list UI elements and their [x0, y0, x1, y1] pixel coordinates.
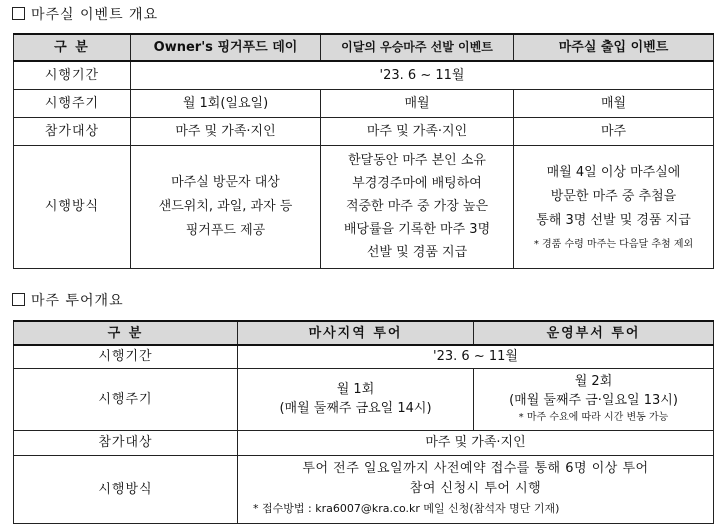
- cycle-note: * 마주 수요에 따라 시간 변동 가능: [518, 412, 669, 423]
- method-line: 방문한 마주 중 추첨을: [550, 188, 677, 204]
- event-overview-table: [13, 33, 714, 269]
- method-line: 마주실 방문자 대상: [171, 174, 280, 190]
- method-finger-food: [131, 145, 321, 268]
- row-label-target: 참가대상: [14, 117, 131, 145]
- row-label-cycle: 시행주기: [14, 368, 238, 430]
- cycle-line: (매월 둘째주 금요일 14시): [279, 401, 432, 416]
- header-finger-food-day: Owner's 핑거푸드 데이: [131, 34, 321, 61]
- method-winner-owner: [321, 145, 514, 268]
- row-label-period: 시행기간: [14, 345, 238, 368]
- cycle-massage-tour: [238, 368, 474, 430]
- header-massage-tour: 마사지역 투어: [238, 321, 474, 345]
- tour-overview-table: [13, 320, 714, 524]
- table-row: [14, 117, 714, 145]
- row-label-method: 시행방식: [14, 145, 131, 268]
- cycle-line: 월 1회: [336, 382, 375, 397]
- cycle-line: (매월 둘째주 금·일요일 13시): [509, 393, 678, 408]
- target-finger-food: 마주 및 가족·지인: [131, 117, 321, 145]
- table-row: [14, 368, 714, 430]
- method-entry: [514, 145, 714, 268]
- cycle-operations-tour: [474, 368, 714, 430]
- period-value: '23. 6 ~ 11월: [131, 61, 714, 89]
- header-category: 구 분: [14, 34, 131, 61]
- method-line: 선발 및 경품 지급: [366, 245, 468, 260]
- target-value: 마주 및 가족·지인: [238, 430, 714, 455]
- header-operations-tour: 운영부서 투어: [474, 321, 714, 345]
- method-line: 핑거푸드 제공: [185, 222, 266, 238]
- row-label-cycle: 시행주기: [14, 89, 131, 117]
- cycle-winner-owner: 매월: [321, 89, 514, 117]
- table-row: [14, 455, 714, 523]
- checkbox-square-icon: [12, 293, 25, 306]
- row-label-target: 참가대상: [14, 430, 238, 455]
- cycle-finger-food: 월 1회(일요일): [131, 89, 321, 117]
- table-row: [14, 145, 714, 268]
- section-title-event: [12, 4, 158, 24]
- table-row: [14, 430, 714, 455]
- cycle-line: 월 2회: [574, 374, 613, 389]
- section-title-tour: [12, 290, 124, 310]
- method-line: 부경경주마에 배팅하여: [352, 176, 482, 191]
- method-line: 매월 4일 이상 마주실에: [546, 164, 681, 180]
- method-line: 배당률을 기록한 마주 3명: [343, 222, 491, 237]
- target-winner-owner: 마주 및 가족·지인: [321, 117, 514, 145]
- method-line: 샌드위치, 과일, 과자 등: [158, 198, 293, 214]
- period-value: '23. 6 ~ 11월: [238, 345, 714, 368]
- method-line: 적중한 마주 중 가장 높은: [345, 199, 489, 214]
- table-row: [14, 345, 714, 368]
- method-line: 참여 신청시 투어 시행: [409, 481, 542, 496]
- table-header-row: [14, 321, 714, 345]
- section-title-text: 마주실 이벤트 개요: [31, 7, 159, 23]
- table-row: [14, 61, 714, 89]
- method-line: 통해 3명 선발 및 경품 지급: [536, 212, 691, 228]
- method-line: 한달동안 마주 본인 소유: [348, 153, 486, 168]
- row-label-period: 시행기간: [14, 61, 131, 89]
- method-line: 투어 전주 일요일까지 사전예약 접수를 통해 6명 이상 투어: [302, 461, 649, 476]
- header-entry-event: 마주실 출입 이벤트: [514, 34, 714, 61]
- header-winner-owner-event: 이달의 우승마주 선발 이벤트: [321, 34, 514, 61]
- header-category: 구 분: [14, 321, 238, 345]
- row-label-method: 시행방식: [14, 455, 238, 523]
- checkbox-square-icon: [12, 7, 25, 20]
- table-row: [14, 89, 714, 117]
- cycle-entry: 매월: [514, 89, 714, 117]
- method-note: * 경품 수령 마주는 다음달 추첨 제외: [533, 238, 694, 250]
- method-note: * 접수방법 : kra6007@kra.co.kr 메일 신청(참석자 명단 기재): [253, 502, 560, 515]
- section-title-text: 마주 투어개요: [31, 293, 124, 309]
- target-entry: 마주: [514, 117, 714, 145]
- method-value: [238, 455, 714, 523]
- table-header-row: [14, 34, 714, 61]
